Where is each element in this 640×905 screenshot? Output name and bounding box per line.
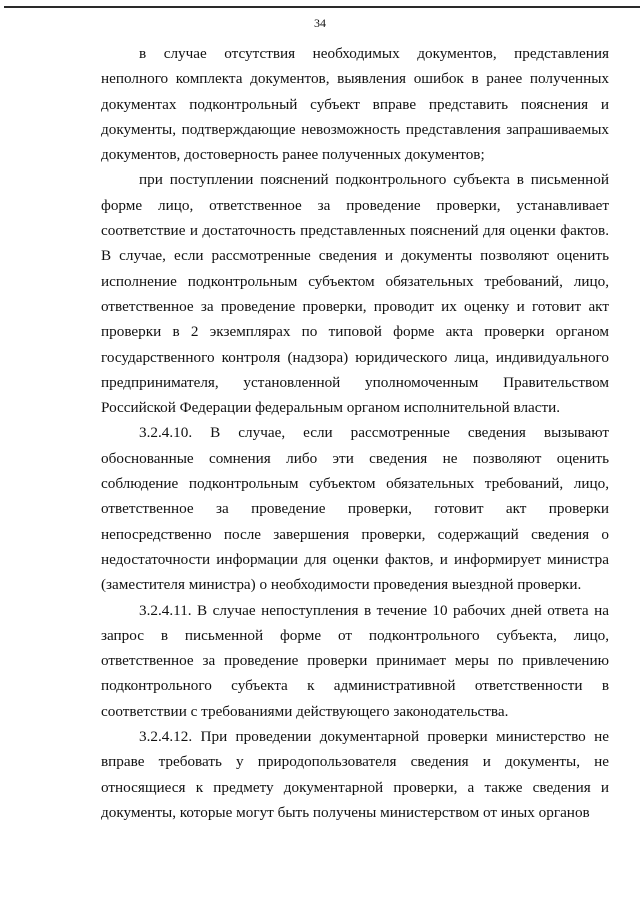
paragraph-3-2-4-10: 3.2.4.10. В случае, если рассмотренные сведения вызывают обоснованные сомнения либо эти сведения не позволяют оценить соблюдение подконтрольным субъектом обязательных требований, лицо, ответственное за проведение проверки, готовит акт проверки непосредственно после завершения проверки, содержащий сведения о недостаточности информации для оценки фактов, и информирует министра (заместителя министра) о необходимости проведения выездной проверки. [101,424,609,594]
paragraph-missing-documents: в случае отсутствия необходимых документов, представления неполного комплекта документов, выявления ошибок в ранее полученных документах подконтрольный субъект вправе представить пояснения и документы, подтверждающие невозможность представления запрашиваемых документов, достоверность ранее полученных документов; [101,45,609,164]
paragraph-3-2-4-12: 3.2.4.12. При проведении документарной проверки министерство не вправе требовать у природопользователя сведения и документы, не относящиеся к предмету документарной проверки, а также сведения и документы, которые могут быть получены министерством от иных органов [101,728,609,821]
paragraph-explanations-received: при поступлении пояснений подконтрольного субъекта в письменной форме лицо, ответственное за проведение проверки, устанавливает соответствие и достаточность представленных пояснений для оценки фактов. В случае, если рассмотренные сведения и документы позволяют оценить исполнение подконтрольным субъектом обязательных требований, лицо, ответственное за проведение проверки, проводит их оценку и готовит акт проверки в 2 экземплярах по типовой форме акта проверки органом государственного контроля (надзора) юридического лица, индивидуального предпринимателя, установленной уполномоченным Правительством Российской Федерации федеральным органом исполнительной власти. [101,171,609,417]
top-rule [4,6,640,8]
document-body [101,41,609,825]
paragraph-3-2-4-11: 3.2.4.11. В случае непоступления в течение 10 рабочих дней ответа на запрос в письменной форме от подконтрольного субъекта, лицо, ответственное за проведение проверки принимает меры по привлечению подконтрольного субъекта к административной ответственности в соответствии с требованиями действующего законодательства. [101,601,609,720]
page-number: 34 [314,16,326,30]
